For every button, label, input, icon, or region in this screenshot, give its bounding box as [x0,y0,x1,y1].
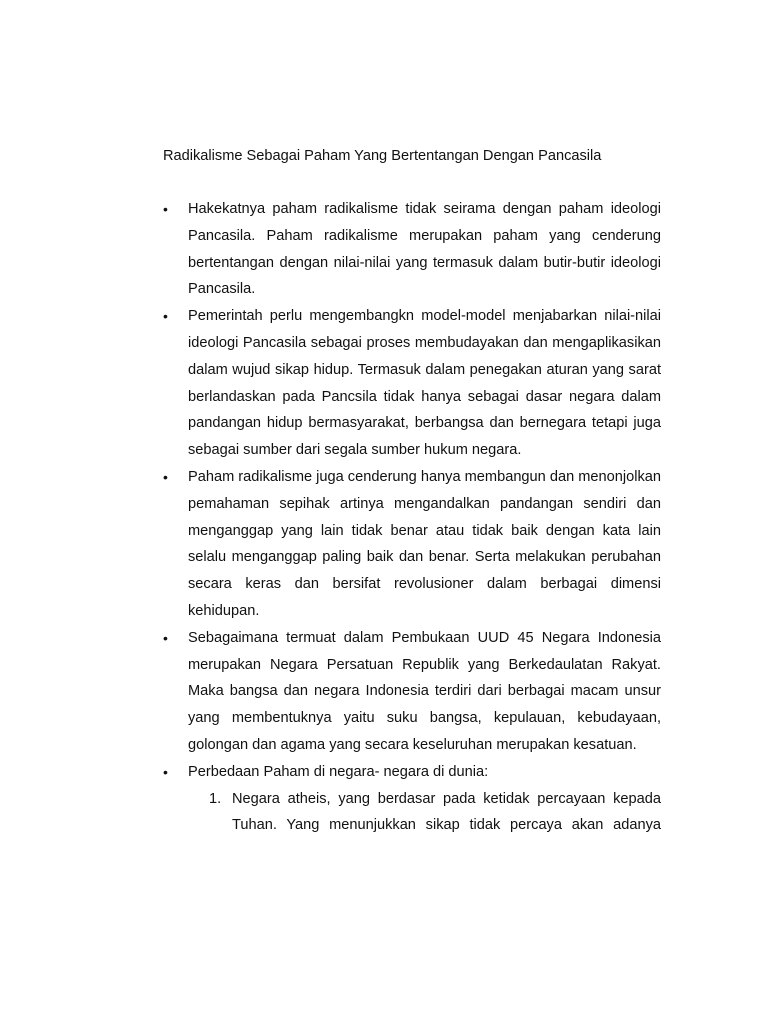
paragraph-text: Sebagaimana termuat dalam Pembukaan UUD 45 Negara Indonesia merupakan Negara Persatuan Republik yang Berkedaulatan Rakyat. Maka bangsa dan negara Indonesia terdiri dari berbagai macam unsur yang membentuknya yaitu suku bangsa, kepulauan, kebudayaan, golongan dan agama yang secara keseluruhan merupakan kesatuan. [188,629,661,753]
numbered-item-text: Negara atheis, yang berdasar pada ketidak percayaan kepada Tuhan. Yang menunjukkan sikap tidak percaya akan adanya [232,790,661,834]
bullet-icon: • [163,201,168,217]
list-item [163,759,661,839]
list-item [163,464,661,625]
list-item [163,625,661,759]
bullet-list [163,196,661,839]
numbered-item [209,786,661,840]
numbered-list [209,786,661,840]
bullet-icon: • [163,763,168,780]
bullet-icon: • [163,308,168,325]
paragraph-text: Paham radikalisme juga cenderung hanya membangun dan menonjolkan pemahaman sepihak artinya mengandalkan pandangan sendiri dan menganggap yang lain tidak benar atau tidak baik dengan kata lain selalu menganggap paling baik dan benar. Serta melakukan perubahan secara keras dan bersifat revolusioner dalam berbagai dimensi kehidupan. [188,468,661,619]
list-item [163,303,661,464]
number-marker: 1. [209,790,222,807]
paragraph-text: Hakekatnya paham radikalisme tidak seirama dengan paham ideologi Pancasila. Paham radikalisme merupakan paham yang cenderung bertentangan dengan nilai-nilai yang termasuk dalam butir-butir ideologi Pancasila. [188,201,661,298]
paragraph-text: Pemerintah perlu mengembangkn model-model menjabarkan nilai-nilai ideologi Pancasila sebagai proses membudayakan dan mengaplikasikan dalam wujud sikap hidup. Termasuk dalam penegakan aturan yang sarat berlandaskan pada Pancsila tidak hanya sebagai dasar negara dalam pandangan hidup bermasyarakat, berbangsa dan bernegara tetapi juga sebagai sumber dari segala sumber hukum negara. [188,308,661,459]
bullet-icon: • [163,629,168,646]
list-item [163,196,661,303]
bullet-icon: • [163,468,168,485]
document-title: Radikalisme Sebagai Paham Yang Bertentangan Dengan Pancasila [163,148,602,164]
paragraph-text: Perbedaan Paham di negara- negara di dunia: [188,763,489,780]
